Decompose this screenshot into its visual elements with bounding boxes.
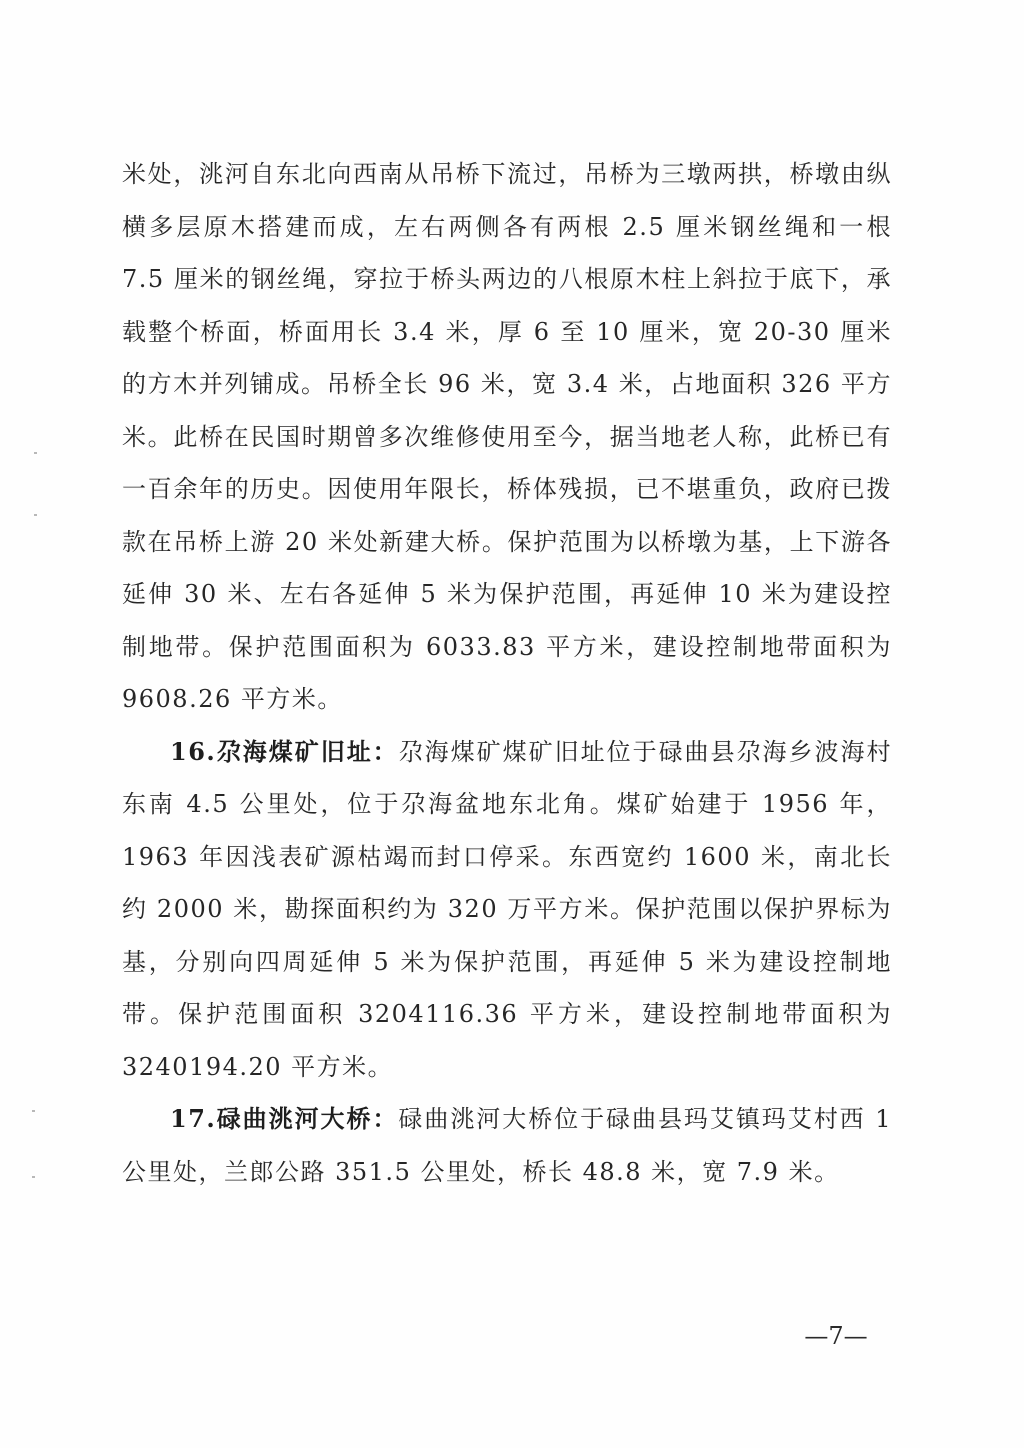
- paragraph-item-16: [122, 726, 892, 1094]
- document-body: [122, 148, 892, 1198]
- paragraph-bridge-description: 米处，洮河自东北向西南从吊桥下流过，吊桥为三墩两拱，桥墩由纵横多层原木搭建而成，左右两侧各有两根 2.5 厘米钢丝绳和一根 7.5 厘米的钢丝绳，穿拉于桥头两边的八根原木柱上斜拉于底下，承载整个桥面，桥面用长 3.4 米，厚 6 至 10 厘米，宽 20-30 厘米的方木并列铺成。吊桥全长 96 米，宽 3.4 米，占地面积 326 平方米。此桥在民国时期曾多次维修使用至今，据当地老人称，此桥已有一百余年的历史。因使用年限长，桥体残损，已不堪重负，政府已拨款在吊桥上游 20 米处新建大桥。保护范围为以桥墩为基，上下游各延伸 30 米、左右各延伸 5 米为保护范围，再延伸 10 米为建设控制地带。保护范围面积为 6033.83 平方米，建设控制地带面积为 9608.26 平方米。: [122, 160, 892, 713]
- item-16-body: 尕海煤矿煤矿旧址位于碌曲县尕海乡波海村东南 4.5 公里处，位于尕海盆地东北角。煤矿始建于 1956 年，1963 年因浅表矿源枯竭而封口停采。东西宽约 1600 米，南北长约 2000 米，勘探面积约为 320 万平方米。保护范围以保护界标为基，分别向四周延伸 5 米为保护范围，再延伸 5 米为建设控制地带。保护范围面积 3204116.36 平方米，建设控制地带面积为 3240194.20 平方米。: [122, 737, 892, 1081]
- item-17-body: 碌曲洮河大桥位于碌曲县玛艾镇玛艾村西 1 公里处，兰郎公路 351.5 公里处，桥长 48.8 米，宽 7.9 米。: [122, 1105, 892, 1186]
- scan-artifact-mark: [32, 1176, 35, 1178]
- scan-artifact-mark: [34, 514, 37, 516]
- page-number: —7—: [804, 1322, 868, 1350]
- scan-artifact-mark: [34, 452, 37, 454]
- item-16-heading: 16.尕海煤矿旧址：: [170, 736, 399, 766]
- paragraph-item-17: [122, 1093, 892, 1198]
- item-17-heading: 17.碌曲洮河大桥：: [170, 1104, 399, 1133]
- scan-artifact-mark: [32, 1110, 35, 1112]
